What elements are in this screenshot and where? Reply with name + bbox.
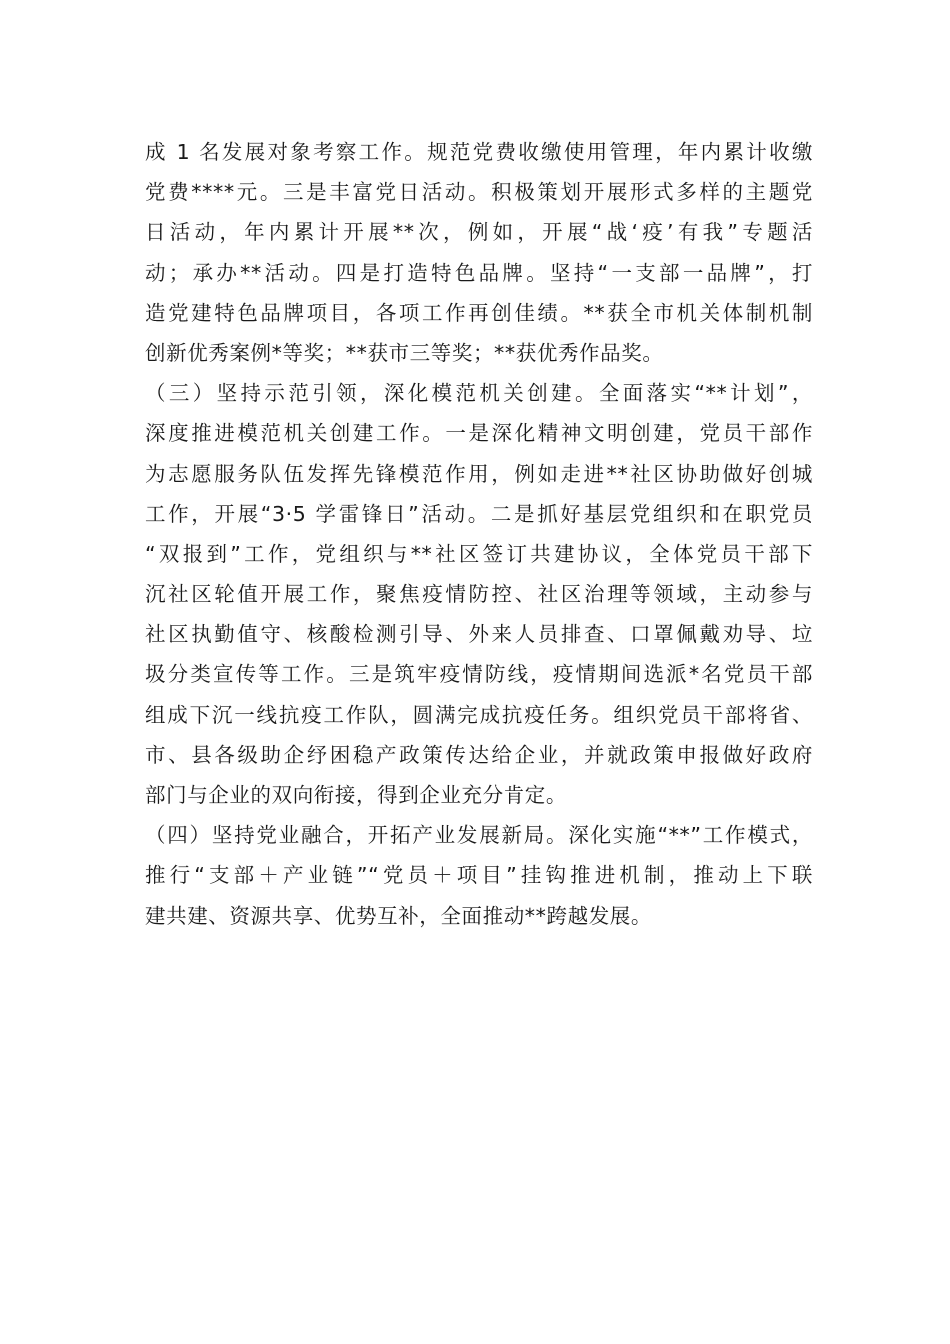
section-heading-line: （三）坚持示范引领，深化模范机关创建。全面落实“**计划”， — [145, 381, 813, 406]
text-line: 党费****元。三是丰富党日活动。积极策划开展形式多样的主题党 — [145, 180, 813, 205]
text-line: 成 1 名发展对象考察工作。规范党费收缴使用管理，年内累计收缴 — [145, 140, 813, 164]
text-line: 动；承办**活动。四是打造特色品牌。坚持“一支部一品牌”，打 — [145, 260, 813, 285]
text-line: 沉社区轮值开展工作，聚焦疫情防控、社区治理等领域，主动参与 — [145, 582, 813, 607]
text-line: 为志愿服务队伍发挥先锋模范作用，例如走进**社区协助做好创城 — [145, 461, 813, 486]
text-line: 造党建特色品牌项目，各项工作再创佳绩。**获全市机关体制机制 — [145, 300, 813, 325]
text-line: 部门与企业的双向衔接，得到企业充分肯定。 — [145, 783, 567, 807]
text-line: 创新优秀案例*等奖；**获市三等奖；**获优秀作品奖。 — [145, 340, 664, 365]
text-line: 组成下沉一线抗疫工作队，圆满完成抗疫任务。组织党员干部将省、 — [145, 702, 813, 727]
text-line: 推行“支部＋产业链”“党员＋项目”挂钩推进机制，推动上下联 — [145, 863, 813, 888]
body-text — [145, 132, 813, 936]
text-line: 市、县各级助企纾困稳产政策传达给企业，并就政策申报做好政府 — [145, 742, 813, 767]
text-line: 工作，开展“3·5 学雷锋日”活动。二是抓好基层党组织和在职党员 — [145, 501, 813, 526]
text-line: 社区执勤值守、核酸检测引导、外来人员排查、口罩佩戴劝导、垃 — [145, 622, 813, 647]
text-line: 深度推进模范机关创建工作。一是深化精神文明创建，党员干部作 — [145, 421, 813, 446]
text-line: 圾分类宣传等工作。三是筑牢疫情防线，疫情期间选派*名党员干部 — [145, 662, 813, 687]
text-line: 建共建、资源共享、优势互补，全面推动**跨越发展。 — [145, 903, 652, 928]
text-line: 日活动，年内累计开展**次，例如，开展“战‘疫’有我”专题活 — [145, 220, 813, 245]
text-line: “双报到”工作，党组织与**社区签订共建协议，全体党员干部下 — [145, 541, 813, 566]
section-heading-line: （四）坚持党业融合，开拓产业发展新局。深化实施“**”工作模式， — [145, 823, 813, 848]
